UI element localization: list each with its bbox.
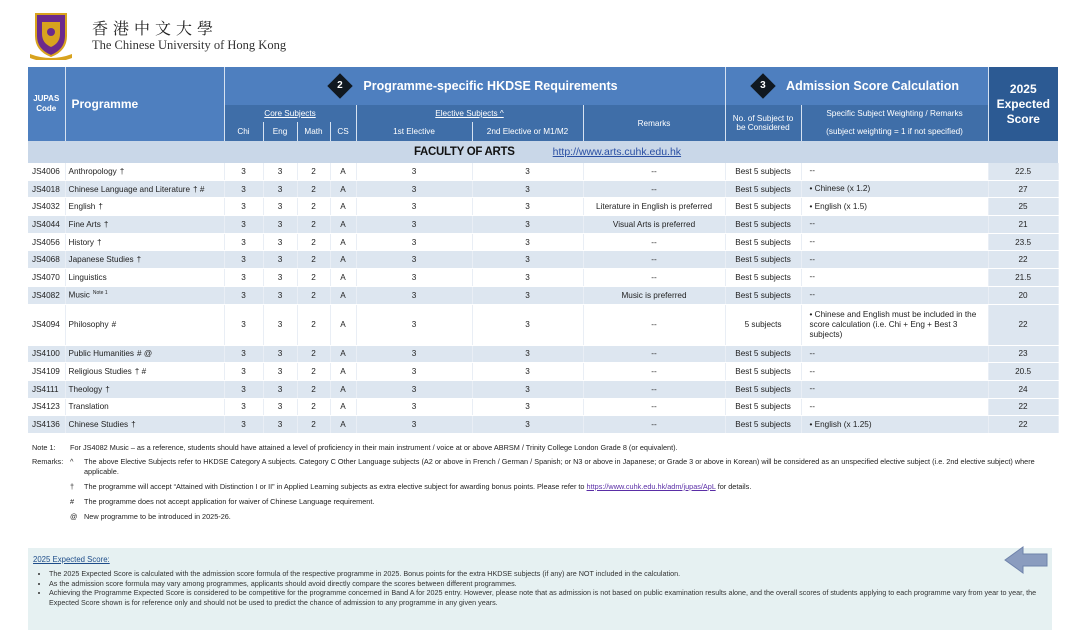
math-requirement: 2 — [297, 380, 330, 398]
subjects-considered: Best 5 subjects — [725, 269, 801, 287]
programme-name — [65, 304, 224, 345]
subjects-considered: Best 5 subjects — [725, 363, 801, 381]
programme-code: JS4082 — [28, 286, 65, 304]
programme-name — [65, 416, 224, 434]
chi-requirement: 3 — [224, 180, 263, 198]
cs-requirement: A — [330, 180, 356, 198]
second-elective-requirement: 3 — [472, 180, 583, 198]
programme-code: JS4123 — [28, 398, 65, 416]
programme-name-text: Anthropology — [68, 166, 117, 176]
math-requirement: 2 — [297, 233, 330, 251]
programme-mark: † — [98, 202, 103, 212]
expected-score-header: 2025 Expected Score — [988, 67, 1058, 141]
first-elective-requirement: 3 — [356, 416, 472, 434]
programme-remarks: -- — [583, 363, 725, 381]
programme-remarks: -- — [583, 304, 725, 345]
weighting-subheader: (subject weighting = 1 if not specified) — [801, 122, 988, 141]
expected-score: 22 — [988, 304, 1058, 345]
second-elective-requirement: 3 — [472, 286, 583, 304]
first-elective-requirement: 3 — [356, 363, 472, 381]
programme-code: JS4032 — [28, 198, 65, 216]
eng-requirement: 3 — [263, 398, 297, 416]
caret-remark: The above Elective Subjects refer to HKDSE Category A subjects. Category C Other Language subjects (A2 or above in French / German / Spanish; or N3 or above in Japanese; or Grade 3 or above in Korean) will be considered as an unspecified elective subject (i.e. 2nd elective subject) where applicable. — [84, 457, 1035, 477]
eng-requirement: 3 — [263, 286, 297, 304]
chi-requirement: 3 — [224, 198, 263, 216]
expected-score: 24 — [988, 380, 1058, 398]
programme-name-text: Philosophy — [68, 320, 109, 329]
programme-code: JS4068 — [28, 251, 65, 269]
faculty-row — [28, 141, 1058, 163]
subjects-considered: Best 5 subjects — [725, 163, 801, 180]
second-elective-requirement: 3 — [472, 363, 583, 381]
programme-name — [65, 251, 224, 269]
cs-requirement: A — [330, 269, 356, 287]
jupas-code-header: JUPAS Code — [28, 67, 65, 141]
chi-requirement: 3 — [224, 416, 263, 434]
subject-weighting: -- — [801, 269, 988, 287]
no-subjects-header: No. of Subject to be Considered — [725, 105, 801, 141]
programme-remarks: -- — [583, 416, 725, 434]
programme-remarks: -- — [583, 269, 725, 287]
subjects-considered: Best 5 subjects — [725, 286, 801, 304]
expected-score: 20 — [988, 286, 1058, 304]
elective-subjects-header: Elective Subjects ^ — [356, 105, 583, 122]
programme-code: JS4094 — [28, 304, 65, 345]
programme-code: JS4056 — [28, 233, 65, 251]
hash-remark: The programme does not accept application for waiver of Chinese Language requirement. — [84, 496, 375, 506]
table-row — [28, 163, 1058, 180]
subject-weighting: -- — [801, 216, 988, 234]
table-row — [28, 345, 1058, 363]
cs-requirement: A — [330, 233, 356, 251]
at-remark: New programme to be introduced in 2025-26. — [84, 512, 231, 522]
programme-name — [65, 380, 224, 398]
second-elective-requirement: 3 — [472, 304, 583, 345]
note1-text: For JS4082 Music – as a reference, students should have attained a level of proficiency in their main instrument / voice at or above ABRSM / Trinity College London Grade 8 (or equivalent). — [70, 443, 678, 452]
programme-name-text: Chinese Studies — [68, 420, 129, 430]
first-elective-requirement: 3 — [356, 286, 472, 304]
programme-mark: # — [111, 320, 117, 329]
subjects-considered: Best 5 subjects — [725, 251, 801, 269]
programme-remarks: -- — [583, 251, 725, 269]
cs-requirement: A — [330, 416, 356, 434]
cuhk-crest-icon — [28, 10, 74, 60]
eng-requirement: 3 — [263, 363, 297, 381]
eng-requirement: 3 — [263, 198, 297, 216]
expected-score-bullet: • Achieving the Programme Expected Score is considered to be competitive for the programme concerned in Band A for 2025 entry. However, please note that as admission is not based on public examination results alone, and the overall scores of students applying to each programme vary from year to year, the Expected Score shown is for reference only and should not be used to predict the chance of admission to any programme in any given years. — [49, 588, 1059, 607]
section-2-badge: 2 — [328, 73, 353, 98]
subject-weighting: • Chinese (x 1.2) — [801, 180, 988, 198]
expected-score: 22 — [988, 398, 1058, 416]
eng-requirement: 3 — [263, 251, 297, 269]
programme-name-text: Japanese Studies — [68, 255, 134, 265]
hash-symbol: # — [70, 496, 75, 506]
subject-weighting: • English (x 1.25) — [801, 416, 988, 434]
programme-rows — [28, 163, 1058, 433]
first-elective-requirement: 3 — [356, 198, 472, 216]
section-3-badge: 3 — [750, 73, 775, 98]
table-row — [28, 233, 1058, 251]
programme-mark: † — [105, 384, 110, 394]
second-elective-requirement: 3 — [472, 198, 583, 216]
expected-score: 23.5 — [988, 233, 1058, 251]
programme-remarks: Music is preferred — [583, 286, 725, 304]
math-requirement: 2 — [297, 163, 330, 180]
subject-weighting: -- — [801, 345, 988, 363]
programme-name — [65, 180, 224, 198]
subjects-considered: Best 5 subjects — [725, 198, 801, 216]
programme-code: JS4070 — [28, 269, 65, 287]
programme-name — [65, 269, 224, 287]
programme-name-text: Translation — [68, 402, 109, 412]
expected-score: 21.5 — [988, 269, 1058, 287]
programme-code: JS4006 — [28, 163, 65, 180]
math-requirement: 2 — [297, 180, 330, 198]
second-elective-header: 2nd Elective or M1/M2 — [472, 122, 583, 141]
expected-score: 21 — [988, 216, 1058, 234]
second-elective-requirement: 3 — [472, 269, 583, 287]
eng-requirement: 3 — [263, 180, 297, 198]
subjects-considered: Best 5 subjects — [725, 233, 801, 251]
first-elective-requirement: 3 — [356, 269, 472, 287]
chi-requirement: 3 — [224, 233, 263, 251]
programme-remarks: -- — [583, 345, 725, 363]
programme-remarks: -- — [583, 233, 725, 251]
programme-name-text: Public Humanities — [68, 349, 135, 359]
table-row — [28, 251, 1058, 269]
programme-mark: † # — [134, 367, 147, 377]
programme-name — [65, 398, 224, 416]
subjects-considered: Best 5 subjects — [725, 180, 801, 198]
programme-name — [65, 345, 224, 363]
expected-score: 25 — [988, 198, 1058, 216]
section-2-header: 2 Programme-specific HKDSE Requirements — [224, 67, 725, 105]
subjects-considered: Best 5 subjects — [725, 216, 801, 234]
expected-score: 22.5 — [988, 163, 1058, 180]
subject-weighting: • Chinese and English must be included in the score calculation (i.e. Chi + Eng + Best 3 subjects) — [801, 304, 988, 345]
first-elective-requirement: 3 — [356, 380, 472, 398]
subject-weighting: -- — [801, 163, 988, 180]
cs-requirement: A — [330, 380, 356, 398]
expected-score-title: 2025 Expected Score: — [33, 555, 110, 564]
chi-requirement: 3 — [224, 269, 263, 287]
section-3-header: 3 Admission Score Calculation — [725, 67, 988, 105]
dagger-remark: The programme will accept “Attained with Distinction I or II” in Applied Learning subjects as extra elective subject for awarding bonus points. Please refer to — [84, 481, 585, 491]
expected-score-list — [33, 569, 1059, 607]
programme-mark: † — [119, 166, 125, 176]
chi-header: Chi — [224, 122, 263, 141]
second-elective-requirement: 3 — [472, 251, 583, 269]
subjects-considered: 5 subjects — [725, 304, 801, 345]
math-requirement: 2 — [297, 345, 330, 363]
second-elective-requirement: 3 — [472, 398, 583, 416]
programme-remarks: -- — [583, 163, 725, 180]
expected-score: 20.5 — [988, 363, 1058, 381]
programme-name-text: Fine Arts — [68, 219, 101, 229]
table-row — [28, 304, 1058, 345]
programme-name-text: History — [68, 237, 94, 247]
second-elective-requirement: 3 — [472, 163, 583, 180]
second-elective-requirement: 3 — [472, 216, 583, 234]
remarks-header: Remarks — [583, 105, 725, 141]
subject-weighting: -- — [801, 398, 988, 416]
table-row — [28, 398, 1058, 416]
subject-weighting: -- — [801, 380, 988, 398]
programme-mark: † — [136, 255, 142, 265]
programme-name-text: Linguistics — [68, 272, 107, 282]
expected-score: 23 — [988, 345, 1058, 363]
programme-name — [65, 286, 224, 304]
eng-requirement: 3 — [263, 416, 297, 434]
second-elective-requirement: 3 — [472, 380, 583, 398]
note1-label: Note 1: — [32, 443, 56, 452]
math-requirement: 2 — [297, 304, 330, 345]
programme-code: JS4111 — [28, 380, 65, 398]
expected-score-bullet: • The 2025 Expected Score is calculated with the admission score formula of the respective programme in 2025. Bonus points for the extra HKDSE subjects (if any) are NOT included in the calculation. — [49, 569, 1059, 579]
programme-name — [65, 198, 224, 216]
subject-weighting: -- — [801, 233, 988, 251]
programme-code: JS4136 — [28, 416, 65, 434]
chi-requirement: 3 — [224, 363, 263, 381]
first-elective-requirement: 3 — [356, 251, 472, 269]
chi-requirement: 3 — [224, 345, 263, 363]
programme-name — [65, 363, 224, 381]
eng-requirement: 3 — [263, 216, 297, 234]
first-elective-header: 1st Elective — [356, 122, 472, 141]
subjects-considered: Best 5 subjects — [725, 398, 801, 416]
subjects-considered: Best 5 subjects — [725, 345, 801, 363]
dagger-symbol: † — [70, 481, 75, 491]
math-requirement: 2 — [297, 416, 330, 434]
table-row — [28, 180, 1058, 198]
math-requirement: 2 — [297, 251, 330, 269]
subject-weighting: -- — [801, 251, 988, 269]
faculty-url-link[interactable]: http://www.arts.cuhk.edu.hk — [552, 146, 682, 158]
chi-requirement: 3 — [224, 163, 263, 180]
weighting-header: Specific Subject Weighting / Remarks — [801, 105, 988, 122]
eng-requirement: 3 — [263, 380, 297, 398]
eng-requirement: 3 — [263, 304, 297, 345]
eng-header: Eng — [263, 122, 297, 141]
table-row — [28, 286, 1058, 304]
cs-requirement: A — [330, 198, 356, 216]
subject-weighting: -- — [801, 286, 988, 304]
math-requirement: 2 — [297, 398, 330, 416]
chi-requirement: 3 — [224, 216, 263, 234]
second-elective-requirement: 3 — [472, 416, 583, 434]
expected-score-bullet: • As the admission score formula may vary among programmes, applicants should avoid directly compare the scores between different programmes. — [49, 579, 1059, 589]
programme-mark: † # — [193, 184, 205, 194]
first-elective-requirement: 3 — [356, 233, 472, 251]
programme-mark: Note 1 — [92, 290, 108, 297]
back-arrow-icon[interactable] — [1003, 545, 1051, 575]
chi-requirement: 3 — [224, 380, 263, 398]
programme-name-text: Chinese Language and Literature — [68, 184, 191, 194]
table-row — [28, 269, 1058, 287]
programme-name-text: Religious Studies — [68, 367, 132, 377]
math-requirement: 2 — [297, 198, 330, 216]
chi-requirement: 3 — [224, 304, 263, 345]
table-row — [28, 198, 1058, 216]
table-row — [28, 380, 1058, 398]
math-requirement: 2 — [297, 363, 330, 381]
cs-requirement: A — [330, 216, 356, 234]
subjects-considered: Best 5 subjects — [725, 416, 801, 434]
programme-remarks: -- — [583, 180, 725, 198]
chi-requirement: 3 — [224, 398, 263, 416]
expected-score: 22 — [988, 416, 1058, 434]
math-requirement: 2 — [297, 286, 330, 304]
university-name-english: The Chinese University of Hong Kong — [92, 38, 287, 52]
programme-code: JS4044 — [28, 216, 65, 234]
remarks-label: Remarks: — [32, 457, 64, 467]
second-elective-requirement: 3 — [472, 345, 583, 363]
eng-requirement: 3 — [263, 163, 297, 180]
expected-score: 27 — [988, 180, 1058, 198]
programme-mark: † — [96, 237, 102, 247]
programme-remarks: -- — [583, 380, 725, 398]
programme-name — [65, 216, 224, 234]
first-elective-requirement: 3 — [356, 345, 472, 363]
university-name-chinese: 香港中文大學 — [92, 19, 219, 38]
at-symbol: @ — [70, 512, 78, 522]
cs-requirement: A — [330, 286, 356, 304]
math-requirement: 2 — [297, 269, 330, 287]
chi-requirement: 3 — [224, 286, 263, 304]
table-row — [28, 416, 1058, 434]
math-header: Math — [297, 122, 330, 141]
first-elective-requirement: 3 — [356, 216, 472, 234]
programme-remarks: Literature in English is preferred — [583, 198, 725, 216]
applied-learning-link[interactable]: https://www.cuhk.edu.hk/adm/jupas/ApL — [586, 481, 716, 491]
notes-section — [32, 443, 1052, 522]
table-row — [28, 216, 1058, 234]
first-elective-requirement: 3 — [356, 398, 472, 416]
table-row — [28, 363, 1058, 381]
programme-name — [65, 163, 224, 180]
programme-name — [65, 233, 224, 251]
subject-weighting: • English (x 1.5) — [801, 198, 988, 216]
subject-weighting: -- — [801, 363, 988, 381]
programme-remarks: Visual Arts is preferred — [583, 216, 725, 234]
faculty-name: FACULTY OF ARTS — [413, 146, 515, 158]
admission-table — [28, 67, 1059, 434]
programme-code: JS4018 — [28, 180, 65, 198]
programme-name-text: Theology — [68, 384, 103, 394]
programme-remarks: -- — [583, 398, 725, 416]
expected-score-box — [28, 548, 1052, 630]
programme-mark: † — [103, 219, 109, 229]
cs-header: CS — [330, 122, 356, 141]
cs-requirement: A — [330, 363, 356, 381]
expected-score: 22 — [988, 251, 1058, 269]
programme-name-text: Music — [68, 291, 90, 301]
eng-requirement: 3 — [263, 233, 297, 251]
math-requirement: 2 — [297, 216, 330, 234]
cs-requirement: A — [330, 345, 356, 363]
cs-requirement: A — [330, 163, 356, 180]
cs-requirement: A — [330, 398, 356, 416]
programme-mark: # @ — [137, 349, 153, 359]
programme-header: Programme — [65, 67, 224, 141]
programme-mark: † — [131, 420, 136, 430]
eng-requirement: 3 — [263, 269, 297, 287]
first-elective-requirement: 3 — [356, 163, 472, 180]
second-elective-requirement: 3 — [472, 233, 583, 251]
caret-symbol: ^ — [70, 457, 74, 467]
chi-requirement: 3 — [224, 251, 263, 269]
subjects-considered: Best 5 subjects — [725, 380, 801, 398]
first-elective-requirement: 3 — [356, 304, 472, 345]
programme-code: JS4109 — [28, 363, 65, 381]
core-subjects-header: Core Subjects — [224, 105, 356, 122]
cs-requirement: A — [330, 304, 356, 345]
eng-requirement: 3 — [263, 345, 297, 363]
programme-name-text: English — [68, 202, 96, 212]
first-elective-requirement: 3 — [356, 180, 472, 198]
programme-code: JS4100 — [28, 345, 65, 363]
dagger-remark-tail: for details. — [717, 481, 752, 491]
cs-requirement: A — [330, 251, 356, 269]
